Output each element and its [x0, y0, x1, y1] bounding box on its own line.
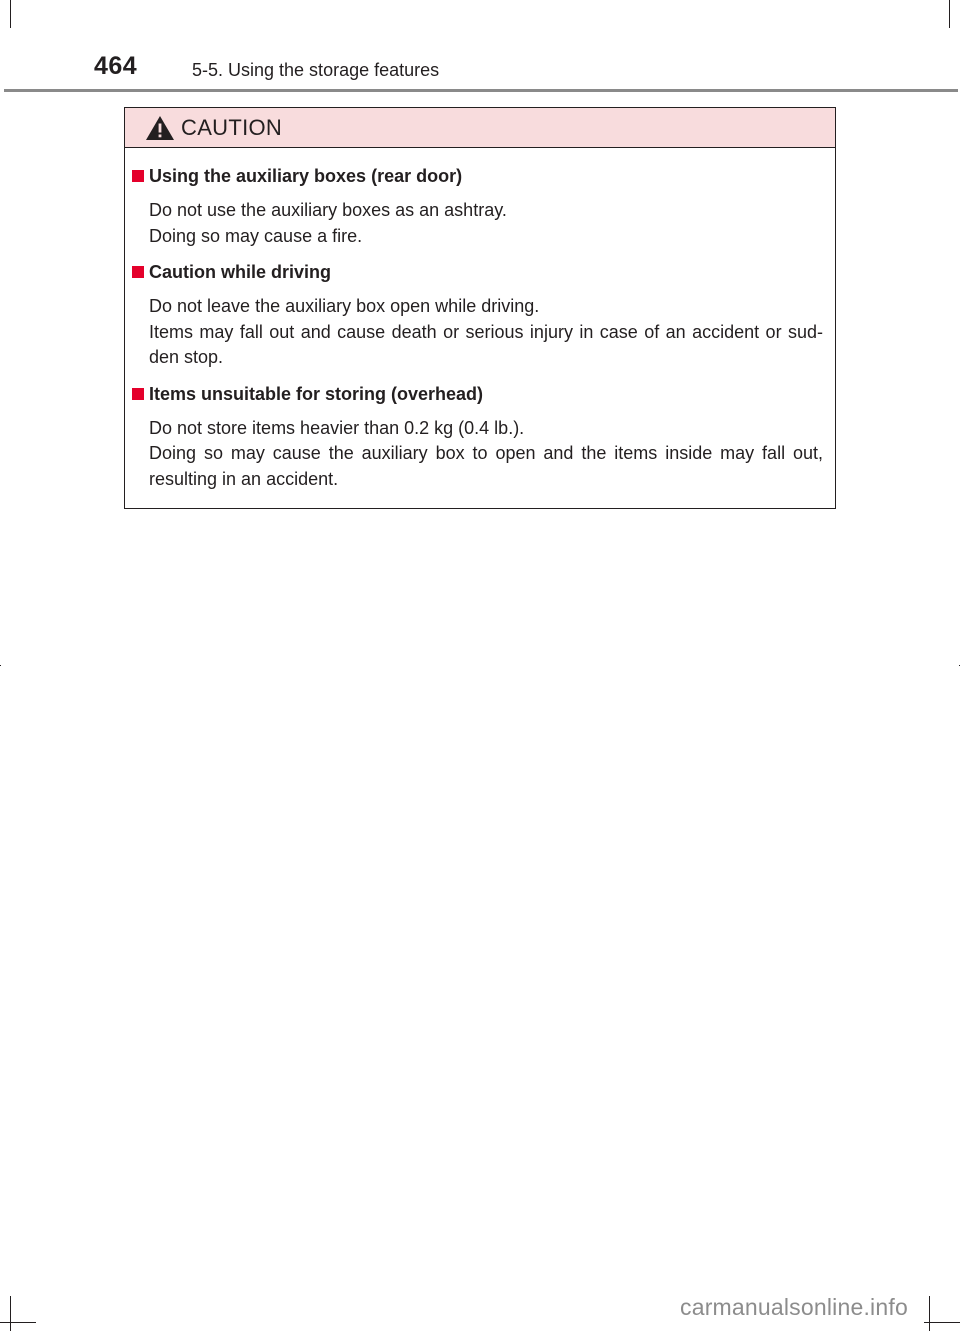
page-number: 464: [94, 52, 138, 80]
bullet-square-icon: [132, 266, 144, 278]
section-title: 5-5. Using the storage features: [192, 60, 440, 80]
warning-triangle-icon: [145, 115, 175, 141]
caution-item-line: Doing so may cause a fire.: [149, 225, 363, 246]
caution-item-text: [131, 416, 823, 493]
caution-item-line: Do not leave the auxiliary box open while driving.: [149, 296, 540, 316]
caution-item-line: Items may fall out and cause death or serious injury in case of an accident or sud-den stop.: [149, 321, 823, 367]
crop-mark-top-left: [10, 0, 11, 28]
caution-body: [131, 164, 823, 503]
crop-mark-top-right: [949, 0, 950, 28]
caution-header: [125, 108, 835, 148]
crop-mark-bottom-right-horizontal: [924, 1322, 960, 1323]
caution-item-text: [131, 198, 823, 249]
registration-tick-left: [0, 665, 1, 666]
crop-mark-bottom-right-vertical: [929, 1296, 930, 1331]
caution-item: [131, 164, 823, 249]
header-divider: [4, 89, 958, 92]
caution-item: [131, 382, 823, 493]
bullet-square-icon: [132, 170, 144, 182]
caution-item-title-text: Caution while driving: [149, 262, 332, 282]
caution-item-title: [131, 164, 823, 188]
caution-box: [124, 107, 836, 509]
caution-item-title: [131, 382, 823, 406]
caution-item-title: [131, 260, 823, 284]
caution-item: [131, 260, 823, 371]
caution-item-text: [131, 294, 823, 371]
watermark-link[interactable]: carmanualsonline.info: [680, 1294, 908, 1320]
bullet-square-icon: [132, 388, 144, 400]
caution-item-line: Do not use the auxiliary boxes as an ashtray.: [149, 200, 507, 220]
caution-item-title-text: Items unsuitable for storing (overhead): [149, 383, 484, 404]
caution-label: CAUTION: [181, 115, 283, 140]
crop-mark-bottom-left-vertical: [10, 1296, 11, 1331]
caution-item-line: Do not store items heavier than 0.2 kg (0.4 lb.).: [149, 417, 525, 438]
caution-item-line: Doing so may cause the auxiliary box to open and the items inside may fall out, resulting in an accident.: [149, 443, 823, 489]
caution-item-title-text: Using the auxiliary boxes (rear door): [149, 166, 463, 186]
crop-mark-bottom-left-horizontal: [0, 1322, 36, 1323]
